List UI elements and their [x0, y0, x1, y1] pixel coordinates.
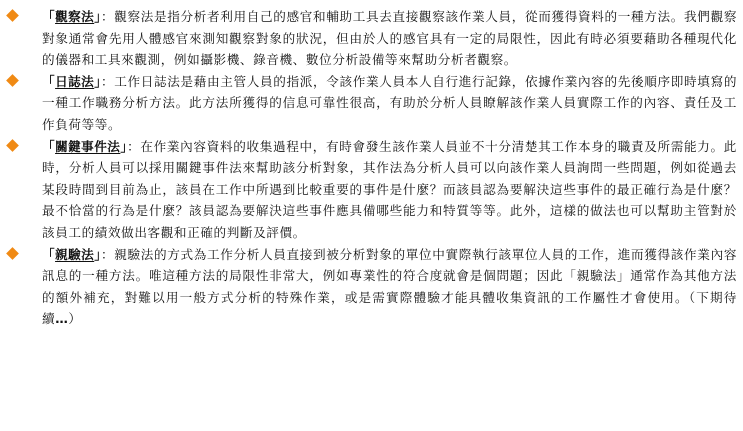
term-separator: ：	[100, 246, 115, 262]
diamond-bullet-icon	[6, 247, 19, 260]
paragraph-text: 親驗法的方式為工作分析人員直接到被分析對象的單位中實際執行該單位人員的工作，進而獲得該作業內容訊息的一種方法。唯這種方法的局限性非常大，例如專業性的符合度就會是個問題；因此「親驗法」通常作為其他方法的額外補充，對難以用一般方式分析的特殊作業，或是需實際體驗才能具體收集資訊的工作屬性才會使用。	[42, 246, 738, 305]
paragraph-text: 工作日誌法是藉由主管人員的指派，令該作業人員本人自行進行記錄，依據作業內容的先後順序即時填寫的一種工作職務分析方法。此方法所獲得的信息可靠性很高，有助於分析人員瞭解該作業人員實際工作的內容、責任及工作負荷等等。	[42, 73, 738, 132]
term-observation	[42, 9, 101, 24]
list-item-diary	[4, 71, 737, 136]
paragraph-text: 觀察法是指分析者利用自己的感官和輔助工具去直接觀察該作業人員，從而獲得資料的一種方法。我們觀察對象通常會先用人體感官來測知觀察對象的狀況，但由於人的感官具有一定的局限性，因此有時必須要藉助各種現代化的儀器和工具來觀測，例如攝影機、錄音機、數位分析設備等來幫助分析者觀察。	[42, 9, 738, 68]
term-close-bracket: 」	[94, 9, 101, 24]
term-label: 親驗法	[55, 246, 95, 262]
term-label: 日誌法	[55, 73, 95, 89]
paragraph-critical-incident	[42, 136, 737, 244]
paragraph-text: 在作業內容資料的收集過程中，有時會發生該作業人員並不十分清楚其工作本身的職責及所需能力。此時，分析人員可以採用關鍵事件法來幫助該分析對象，其作法為分析人員可以向該作業人員詢問一些問題，例如從過去某段時間到目前為止，該員在工作中所遇到比較重要的事件是什麼？而該員認為要解決這些事件的最正確行為是什麼？最不恰當的行為是什麼？該員認為要解決這些事件應具備哪些能力和特質等等。此外，這樣的做法也可以幫助主管對於該員工的績效做出客觀和正確的判斷及評價。	[42, 138, 737, 240]
term-label: 關鍵事件法	[55, 138, 121, 154]
term-close-bracket: 」	[94, 246, 101, 262]
term-experience	[42, 247, 101, 262]
paragraph-diary	[42, 71, 737, 136]
diamond-bullet-icon	[6, 74, 19, 87]
term-critical-incident	[42, 139, 127, 154]
to-be-continued-text: （下期待續	[42, 289, 737, 327]
term-open-bracket: 「	[42, 246, 56, 262]
term-separator: ：	[100, 9, 115, 24]
term-open-bracket: 「	[42, 9, 56, 24]
list-item-critical-incident	[4, 136, 737, 244]
term-close-bracket: 」	[94, 73, 101, 89]
term-label: 觀察法	[55, 9, 95, 24]
term-separator: ：	[100, 73, 115, 89]
ellipsis-text: …	[55, 311, 69, 327]
diamond-bullet-icon	[6, 139, 19, 152]
to-be-continued-close: ）	[68, 311, 82, 327]
list-item-experience	[4, 244, 737, 330]
term-diary	[42, 74, 101, 89]
paragraph-experience	[42, 244, 737, 330]
term-open-bracket: 「	[42, 73, 56, 89]
list-item-observation	[4, 6, 737, 71]
paragraph-observation	[42, 6, 737, 71]
term-close-bracket: 」	[120, 138, 128, 154]
term-separator: ：	[127, 138, 141, 154]
diamond-bullet-icon	[6, 9, 19, 22]
term-open-bracket: 「	[42, 138, 56, 154]
